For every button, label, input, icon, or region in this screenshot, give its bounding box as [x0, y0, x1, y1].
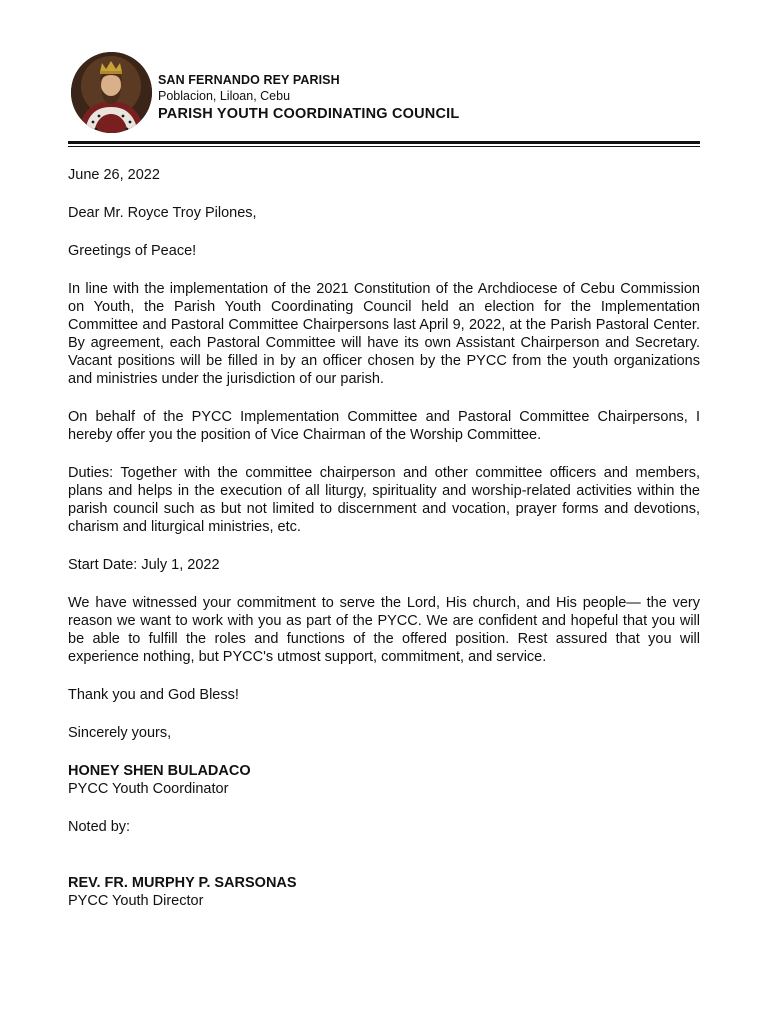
- letter-body: [68, 166, 700, 910]
- parish-location: Poblacion, Liloan, Cebu: [158, 89, 291, 103]
- council-name: PARISH YOUTH COORDINATING COUNCIL: [158, 106, 460, 122]
- signatory-1-name: HONEY SHEN BULADACO: [68, 763, 251, 779]
- thanks-line: Thank you and God Bless!: [68, 687, 239, 703]
- signatory-2-title: PYCC Youth Director: [68, 893, 204, 909]
- noted-by-label: Noted by:: [68, 819, 131, 835]
- paragraph-commitment: We have witnessed your commitment to serve the Lord, His church, and His people— the very reason we want to work with you as part of the PYCC. We are confident and hopeful that you will be able to fulfill the roles and functions of the offered position. Rest assured that you will experience nothing, but PYCC's utmost support, commitment, and service.: [68, 595, 700, 665]
- header-divider-thick: [68, 141, 700, 144]
- signatory-2-name: REV. FR. MURPHY P. SARSONAS: [68, 875, 297, 891]
- paragraph-offer: On behalf of the PYCC Implementation Committee and Pastoral Committee Chairpersons, I hereby offer you the position of Vice Chairman of the Worship Committee.: [68, 409, 700, 443]
- start-date: Start Date: July 1, 2022: [68, 557, 220, 573]
- letter-date: June 26, 2022: [68, 167, 160, 183]
- greeting: Greetings of Peace!: [68, 243, 197, 259]
- paragraph-election: In line with the implementation of the 2021 Constitution of the Archdiocese of Cebu Commission on Youth, the Parish Youth Coordinating Council held an election for the Implementation Committee and Pastoral Committee Chairpersons last April 9, 2022, at the Parish Pastoral Center. By agreement, each Pastoral Committee will have its own Assistant Chairperson and Secretary. Vacant positions will be filled in by an officer chosen by the PYCC from the youth organizations and ministries under the jurisdiction of our parish.: [68, 281, 700, 387]
- header-divider-thin: [68, 146, 700, 147]
- salutation: Dear Mr. Royce Troy Pilones,: [68, 205, 257, 221]
- letterhead: [158, 72, 459, 123]
- parish-name: SAN FERNANDO REY PARISH: [158, 73, 340, 87]
- closing-line: Sincerely yours,: [68, 725, 172, 741]
- signatory-1-title: PYCC Youth Coordinator: [68, 781, 229, 797]
- paragraph-duties: Duties: Together with the committee chairperson and other committee officers and members, plans and helps in the execution of all liturgy, spirituality and worship-related activities within the parish council such as but not limited to discernment and vocation, prayer forms and devotions, charism and liturgical ministries, etc.: [68, 465, 700, 535]
- saint-portrait-icon: [71, 52, 152, 133]
